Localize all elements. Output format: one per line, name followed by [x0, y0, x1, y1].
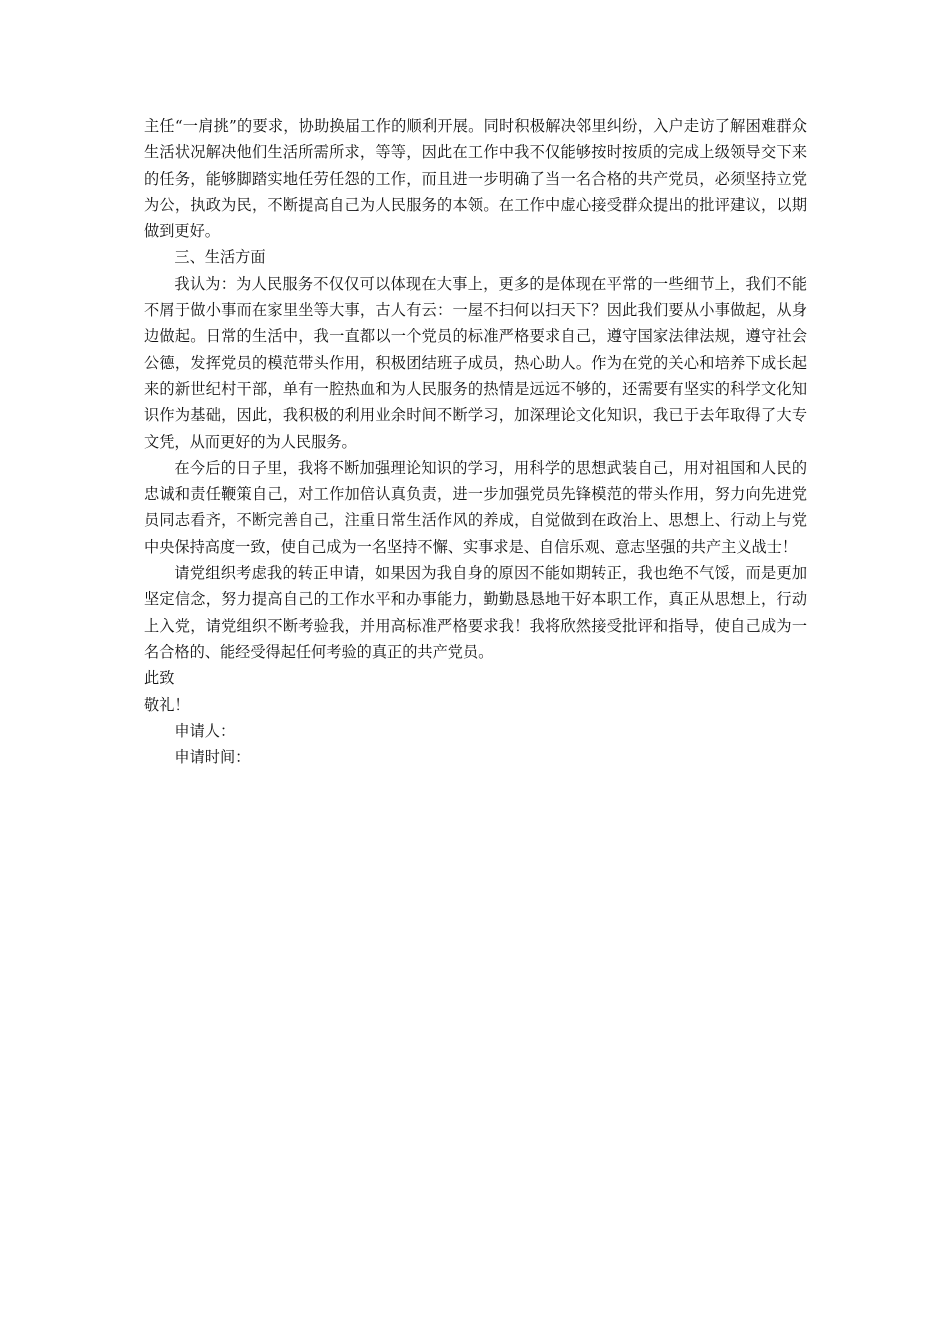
closing-salutation-1: 此致	[144, 669, 175, 688]
paragraph-life: 我认为：为人民服务不仅仅可以体现在大事上，更多的是体现在平常的一些细节上，我们不能不屑于做小事而在家里坐等大事，古人有云：一屋不扫何以扫天下？因此我们要从小事做起，从身边做起。日常的生活中，我一直都以一个党员的标准严格要求自己，遵守国家法律法规，遵守社会公德，发挥党员的模范带头作用，积极团结班子成员，热心助人。作为在党的关心和培养下成长起来的新世纪村干部，单有一腔热血和为人民服务的热情是远远不够的，还需要有坚实的科学文化知识作为基础，因此，我积极的利用业余时间不断学习，加深理论文化知识，我已于去年取得了大专文凭，从而更好的为人民服务。	[144, 274, 807, 451]
application-date-label: 申请时间：	[174, 748, 251, 767]
section-heading-life: 三、生活方面	[174, 248, 266, 267]
paragraph-future: 在今后的日子里，我将不断加强理论知识的学习，用科学的思想武装自己，用对祖国和人民的忠诚和责任鞭策自己，对工作加倍认真负责，进一步加强党员先锋模范的带头作用，努力向先进党员同志看齐，不断完善自己，注重日常生活作风的养成，自觉做到在政治上、思想上、行动上与党中央保持高度一致，使自己成为一名坚持不懈、实事求是、自信乐观、意志坚强的共产主义战士！	[144, 458, 807, 556]
paragraph-request: 请党组织考虑我的转正申请，如果因为我自身的原因不能如期转正，我也绝不气馁，而是更加坚定信念，努力提高自己的工作水平和办事能力，勤勤恳恳地干好本职工作，真正从思想上，行动上入党，请党组织不断考验我，并用高标准严格要求我！我将欣然接受批评和指导，使自己成为一名合格的、能经受得起任何考验的真正的共产党员。	[144, 564, 807, 661]
document-body	[144, 113, 807, 770]
applicant-label: 申请人：	[174, 721, 236, 740]
paragraph-work-continued: 主任“一肩挑”的要求，协助换届工作的顺利开展。同时积极解决邻里纠纷，入户走访了解困难群众生活状况解决他们生活所需所求，等等，因此在工作中我不仅能够按时按质的完成上级领导交下来的任务，能够脚踏实地任劳任怨的工作，而且进一步明确了当一名合格的共产党员，必须坚持立党为公，执政为民，不断提高自己为人民服务的本领。在工作中虚心接受群众提出的批评建议，以期做到更好。	[144, 117, 807, 241]
closing-salutation-2: 敬礼！	[144, 695, 190, 714]
